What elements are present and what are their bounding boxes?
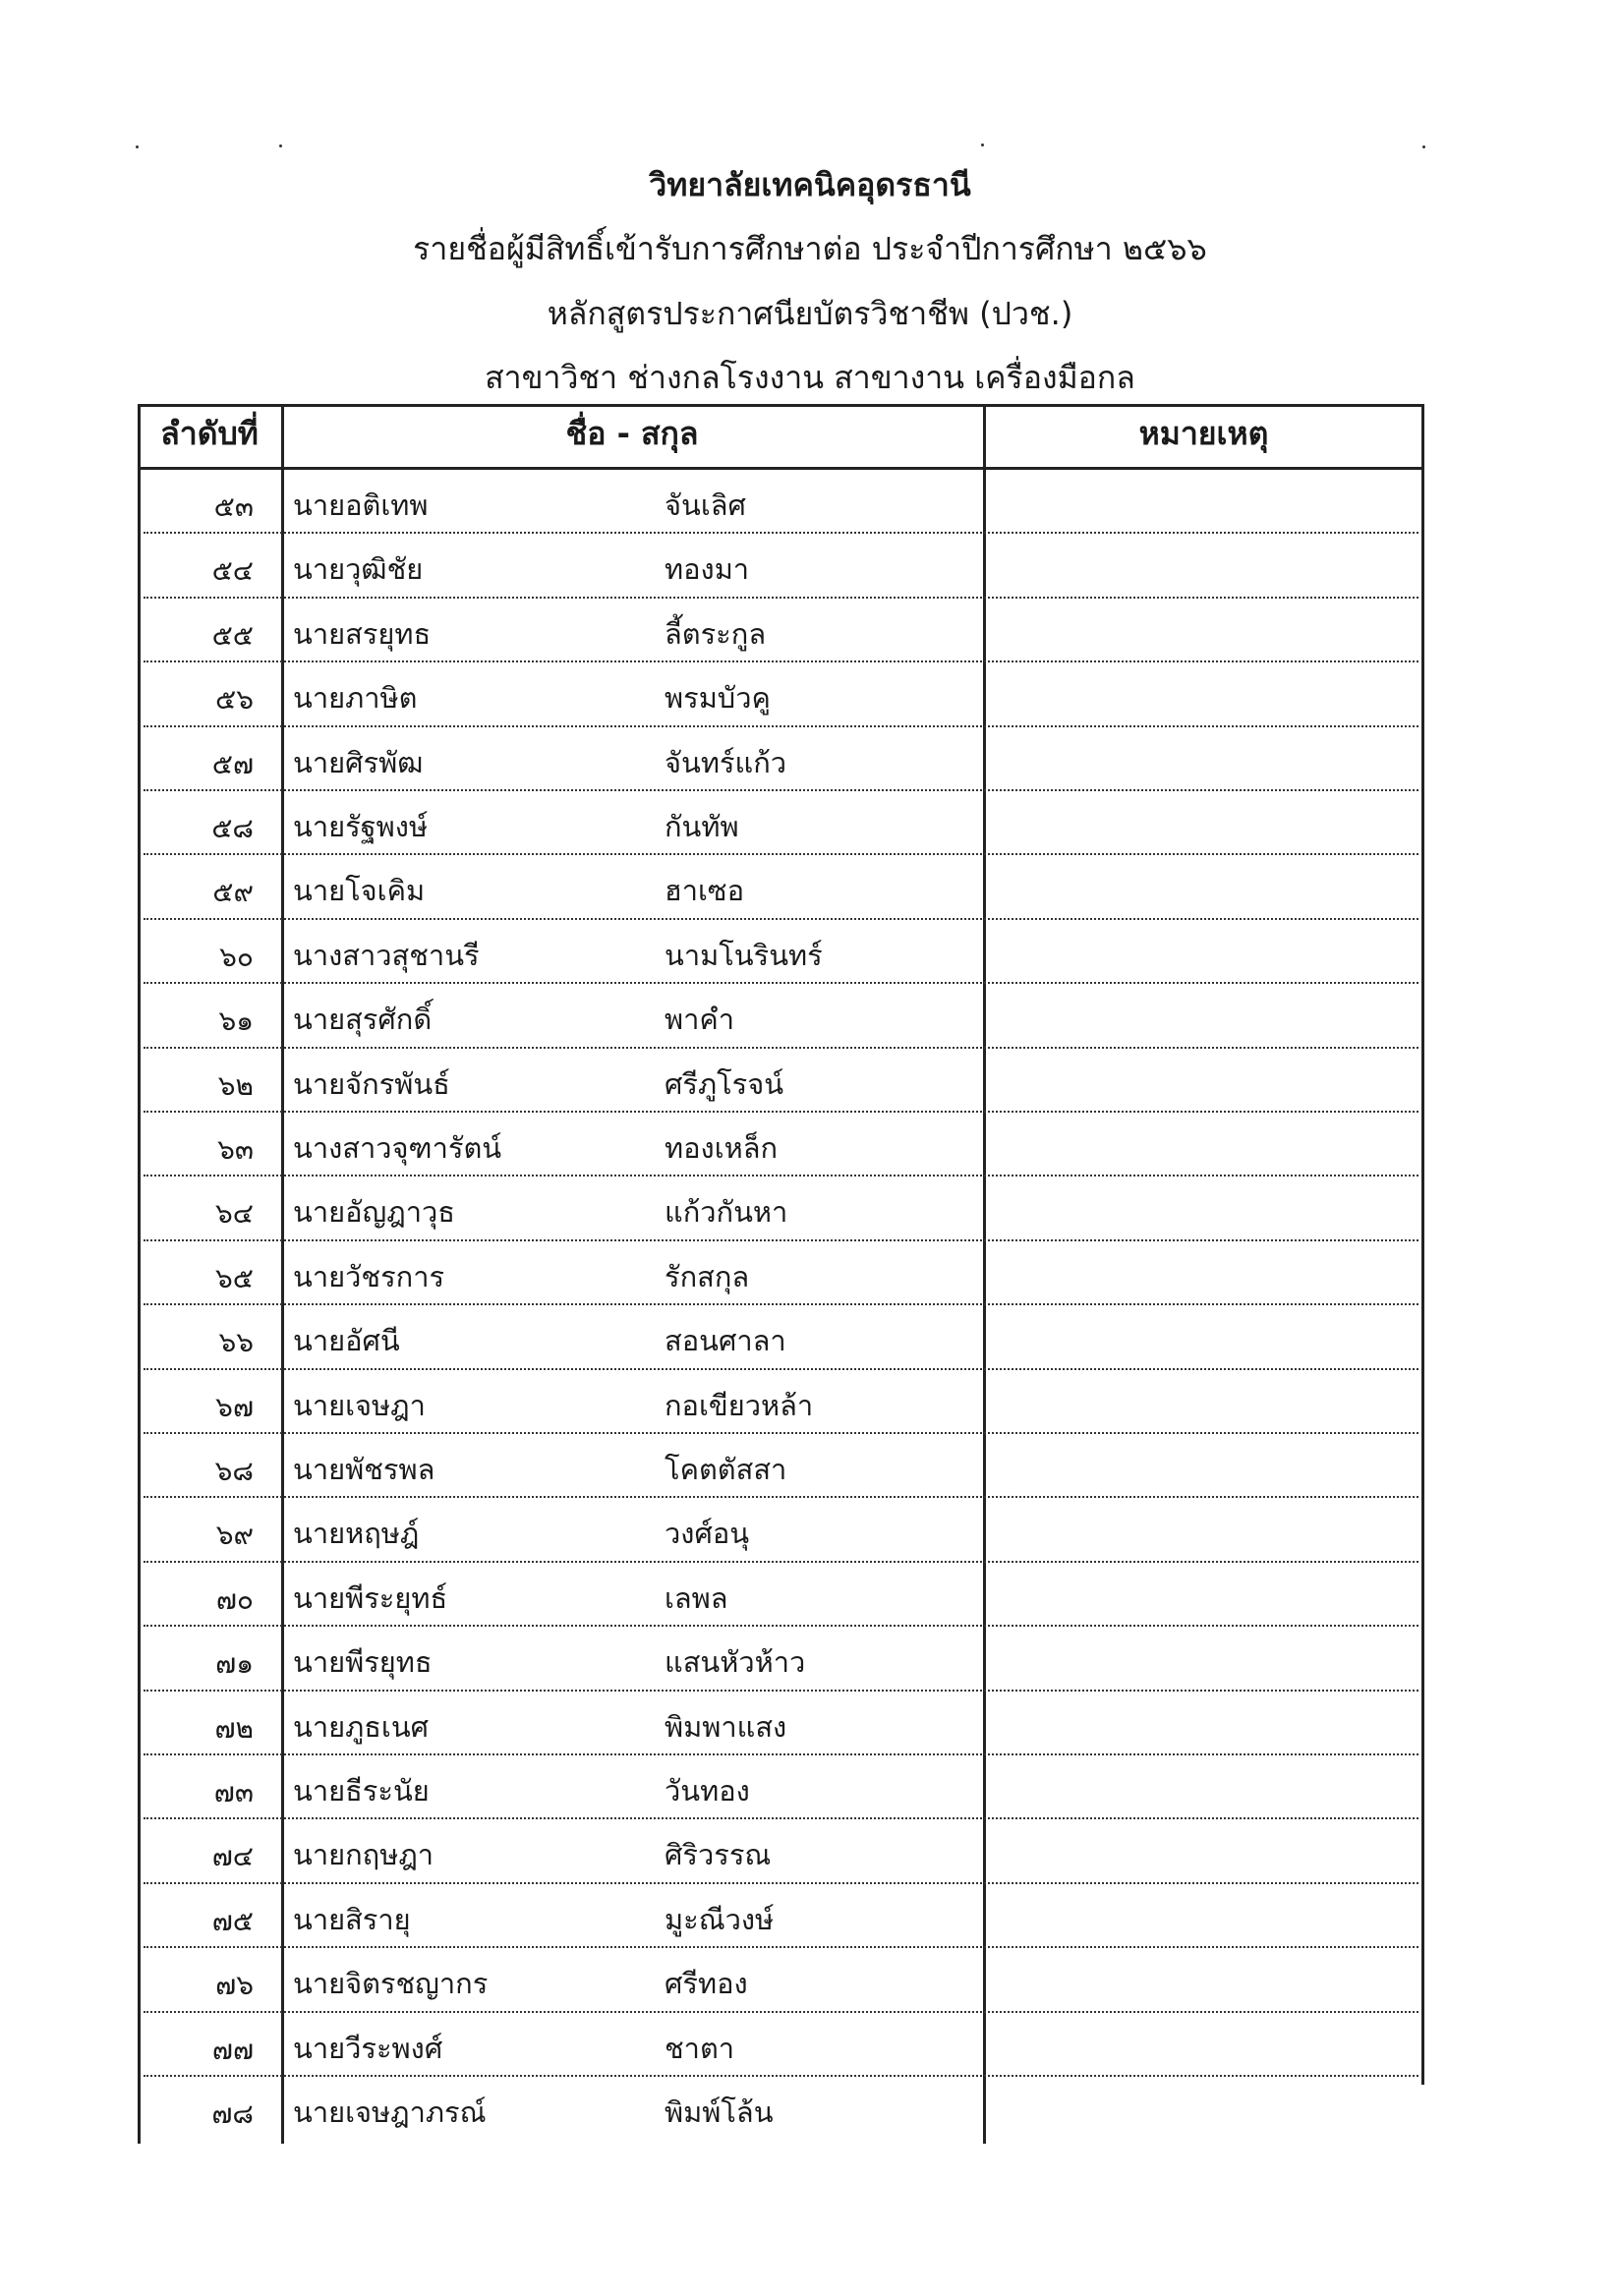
table-row <box>138 1819 1424 1883</box>
last-name: ลี้ตระกูล <box>665 616 767 651</box>
first-name: นายเจษฎาภรณ์ <box>293 2095 487 2129</box>
table-row <box>138 727 1424 791</box>
first-name: นางสาวจุฑารัตน์ <box>293 1131 502 1165</box>
table-row <box>138 1434 1424 1498</box>
program-title: หลักสูตรประกาศนียบัตรวิชาชีพ (ปวช.) <box>547 295 1073 332</box>
last-name: ศรีทอง <box>665 1967 748 2001</box>
table-row <box>138 1177 1424 1240</box>
table-row <box>138 1498 1424 1562</box>
row-number: ๗๕ <box>211 1904 254 1937</box>
first-name: นายเจษฎา <box>293 1388 426 1422</box>
scan-speck <box>981 144 984 146</box>
last-name: กอเขียวหล้า <box>665 1388 814 1422</box>
last-name: นามโนรินทร์ <box>665 938 823 972</box>
row-number: ๖๐ <box>219 940 254 973</box>
scan-speck <box>136 145 139 148</box>
first-name: นางสาวสุชานรี <box>293 938 480 972</box>
last-name: แสนหัวห้าว <box>665 1645 806 1680</box>
first-name: นายอัศนี <box>293 1324 400 1358</box>
row-number: ๗๗ <box>211 2033 254 2066</box>
table-row <box>138 855 1424 919</box>
last-name: พรมบัวคู <box>665 681 771 716</box>
row-number: ๕๔ <box>211 554 254 588</box>
last-name: ทองมา <box>665 552 750 587</box>
table-row <box>138 1627 1424 1691</box>
table-row <box>138 984 1424 1048</box>
first-name: นายพีระยุทธ์ <box>293 1580 448 1615</box>
row-number: ๗๔ <box>211 1840 254 1873</box>
first-name: นายพีรยุทธ <box>293 1645 433 1680</box>
row-number: ๖๔ <box>215 1197 254 1231</box>
first-name: นายภาษิต <box>293 681 418 716</box>
row-number: ๖๖ <box>218 1326 254 1359</box>
last-name: พาคำ <box>665 1003 735 1037</box>
row-number: ๕๕ <box>211 618 254 652</box>
row-number: ๖๓ <box>217 1133 254 1166</box>
first-name: นายธีระนัย <box>293 1774 430 1808</box>
row-number: ๖๘ <box>214 1455 254 1487</box>
first-name: นายสรยุทธ <box>293 616 432 651</box>
first-name: นายวุฒิชัย <box>293 552 424 587</box>
row-number: ๗๖ <box>215 1969 254 2002</box>
last-name: วันทอง <box>665 1774 750 1808</box>
first-name: นายสิรายุ <box>293 1902 411 1936</box>
first-name: นายโจเคิม <box>293 874 426 908</box>
last-name: สอนศาลา <box>665 1324 786 1358</box>
table-row <box>138 470 1424 534</box>
first-name: นายภูธเนศ <box>293 1709 430 1744</box>
last-name: เลพล <box>665 1580 728 1615</box>
first-name: นายวีระพงศ์ <box>293 2031 443 2065</box>
last-name: พิมพาแสง <box>665 1709 787 1744</box>
last-name: แก้วกันหา <box>665 1195 788 1230</box>
table-row <box>138 1948 1424 2012</box>
table-row <box>138 1692 1424 1755</box>
last-name: โคตตัสสา <box>665 1453 787 1486</box>
first-name: นายหฤษฎ์ <box>293 1517 420 1551</box>
row-number: ๕๖ <box>215 683 254 717</box>
table-row <box>138 920 1424 984</box>
row-number: ๖๕ <box>215 1261 254 1294</box>
table-top-border <box>138 404 1424 407</box>
last-name: ทองเหล็ก <box>665 1131 779 1165</box>
first-name: นายจิตรชญากร <box>293 1967 489 2001</box>
table-row <box>138 599 1424 662</box>
row-number: ๖๑ <box>218 1004 254 1038</box>
row-number: ๗๑ <box>215 1647 254 1681</box>
table-row <box>138 791 1424 855</box>
table-row <box>138 662 1424 726</box>
first-name: นายกฤษฎา <box>293 1838 434 1872</box>
table-row <box>138 1755 1424 1819</box>
row-number: ๗๘ <box>211 2097 254 2130</box>
table-row <box>138 1884 1424 1948</box>
document-title: วิทยาลัยเทคนิคอุดรธานี <box>649 166 971 203</box>
last-name: ศิริวรรณ <box>665 1838 772 1872</box>
row-number: ๖๒ <box>217 1068 254 1102</box>
column-header-name: ชื่อ - สกุล <box>565 415 699 452</box>
last-name: ชาตา <box>665 2031 735 2065</box>
last-name: กันทัพ <box>665 810 739 843</box>
table-row <box>138 1241 1424 1305</box>
row-number: ๖๙ <box>215 1519 254 1552</box>
last-name: ศรีภูโรจน์ <box>665 1066 784 1101</box>
scan-speck <box>279 144 282 147</box>
table-row <box>138 1113 1424 1177</box>
scan-speck <box>1422 145 1425 148</box>
first-name: นายพัชรพล <box>293 1453 435 1486</box>
last-name: วงศ์อนุ <box>665 1517 750 1551</box>
row-number: ๗๐ <box>215 1582 254 1616</box>
first-name: นายสุรศักดิ์ <box>293 1003 433 1037</box>
major-title: สาขาวิชา ช่างกลโรงงาน สาขางาน เครื่องมือกล <box>485 359 1135 396</box>
student-table <box>138 404 1424 2144</box>
last-name: มูะณีวงษ์ <box>665 1902 775 1936</box>
row-number: ๕๘ <box>211 812 254 844</box>
document-subtitle: รายชื่อผู้มีสิทธิ์เข้ารับการศึกษาต่อ ประจำปีการศึกษา ๒๕๖๖ <box>413 230 1207 267</box>
last-name: จันเลิศ <box>665 488 746 522</box>
first-name: นายจักรพันธ์ <box>293 1066 450 1101</box>
table-row <box>138 2013 1424 2077</box>
table-row <box>138 2077 1424 2141</box>
row-number: ๕๓ <box>213 490 254 523</box>
row-number: ๗๒ <box>214 1711 254 1745</box>
last-name: รักสกุล <box>665 1259 750 1293</box>
column-header-remark: หมายเหตุ <box>1138 415 1269 452</box>
last-name: ฮาเซอ <box>665 874 744 908</box>
table-row <box>138 1370 1424 1434</box>
row-number: ๗๓ <box>213 1776 254 1808</box>
last-name: พิมพ์โล้น <box>665 2095 774 2129</box>
row-number: ๕๙ <box>212 876 254 909</box>
column-header-number: ลำดับที่ <box>160 415 259 452</box>
last-name: จันทร์แก้ว <box>665 745 787 779</box>
row-number: ๖๗ <box>215 1390 254 1423</box>
table-row <box>138 1049 1424 1113</box>
first-name: นายอติเทพ <box>293 488 429 522</box>
first-name: นายรัฐพงษ์ <box>293 810 429 843</box>
table-row <box>138 534 1424 598</box>
table-row <box>138 1305 1424 1369</box>
row-number: ๕๗ <box>211 747 254 780</box>
first-name: นายวัชรการ <box>293 1259 445 1293</box>
first-name: นายศิรพัฒ <box>293 745 424 779</box>
first-name: นายอัญฎาวุธ <box>293 1195 455 1230</box>
table-row <box>138 1563 1424 1627</box>
